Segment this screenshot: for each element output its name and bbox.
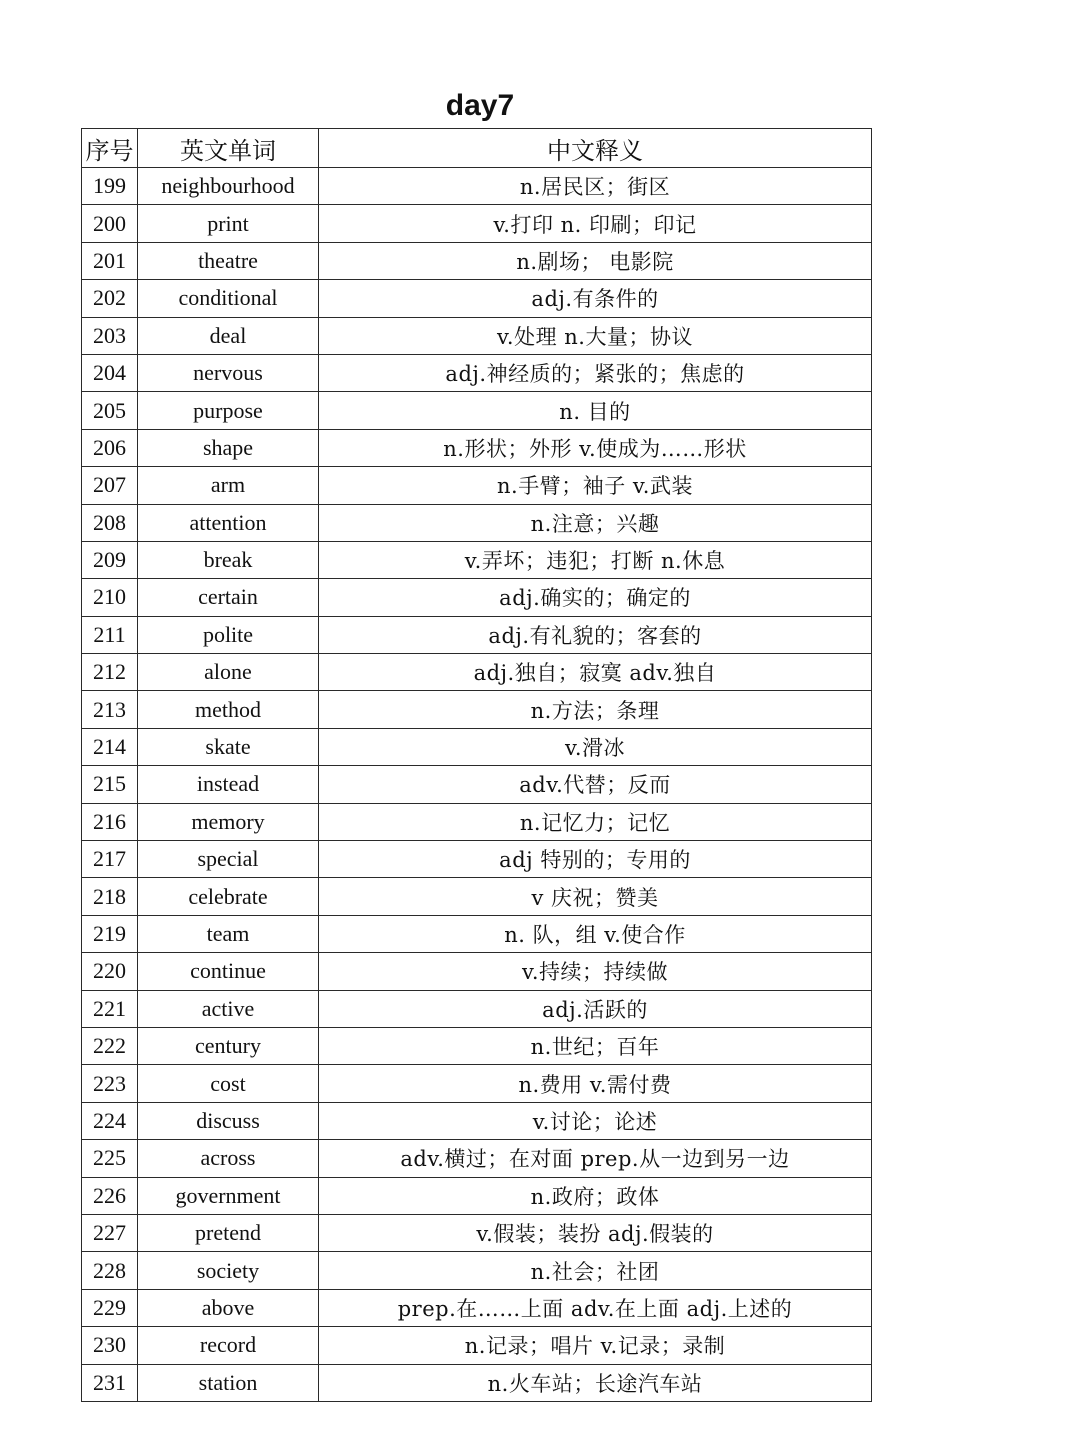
- chinese-definition: n.费用 v.需付费: [319, 1065, 872, 1102]
- row-number: 227: [82, 1214, 138, 1251]
- row-number: 228: [82, 1252, 138, 1289]
- chinese-definition: v.滑冰: [319, 728, 872, 765]
- table-row: [82, 766, 872, 803]
- table-row: [82, 616, 872, 653]
- table-row: [82, 1252, 872, 1289]
- english-word: alone: [138, 654, 319, 691]
- chinese-definition: n.记忆力；记忆: [319, 803, 872, 840]
- row-number: 220: [82, 953, 138, 990]
- row-number: 226: [82, 1177, 138, 1214]
- chinese-definition: n.世纪；百年: [319, 1027, 872, 1064]
- chinese-definition: v.持续；持续做: [319, 953, 872, 990]
- table-row: [82, 242, 872, 279]
- table-row: [82, 280, 872, 317]
- chinese-definition: adv.代替；反而: [319, 766, 872, 803]
- chinese-definition: v.处理 n.大量；协议: [319, 317, 872, 354]
- chinese-definition: adj.有礼貌的；客套的: [319, 616, 872, 653]
- table-row: [82, 467, 872, 504]
- english-word: theatre: [138, 242, 319, 279]
- table-body: [82, 168, 872, 1402]
- chinese-definition: n. 队，组 v.使合作: [319, 915, 872, 952]
- table-row: [82, 803, 872, 840]
- table-row: [82, 990, 872, 1027]
- row-number: 204: [82, 354, 138, 391]
- table-row: [82, 654, 872, 691]
- header-definition: 中文释义: [319, 129, 872, 168]
- row-number: 218: [82, 878, 138, 915]
- english-word: instead: [138, 766, 319, 803]
- header-row: [82, 129, 872, 168]
- chinese-definition: adj.确实的；确定的: [319, 579, 872, 616]
- english-word: discuss: [138, 1102, 319, 1139]
- table-row: [82, 841, 872, 878]
- row-number: 231: [82, 1364, 138, 1401]
- english-word: print: [138, 205, 319, 242]
- english-word: certain: [138, 579, 319, 616]
- chinese-definition: n.注意；兴趣: [319, 504, 872, 541]
- english-word: arm: [138, 467, 319, 504]
- row-number: 210: [82, 579, 138, 616]
- chinese-definition: adj.独自；寂寞 adv.独自: [319, 654, 872, 691]
- english-word: government: [138, 1177, 319, 1214]
- chinese-definition: prep.在……上面 adv.在上面 adj.上述的: [319, 1289, 872, 1326]
- english-word: attention: [138, 504, 319, 541]
- english-word: deal: [138, 317, 319, 354]
- row-number: 222: [82, 1027, 138, 1064]
- table-row: [82, 915, 872, 952]
- table-row: [82, 1177, 872, 1214]
- row-number: 202: [82, 280, 138, 317]
- chinese-definition: n.剧场； 电影院: [319, 242, 872, 279]
- table-row: [82, 728, 872, 765]
- english-word: method: [138, 691, 319, 728]
- table-header: [82, 129, 872, 168]
- chinese-definition: adj.有条件的: [319, 280, 872, 317]
- table-row: [82, 1289, 872, 1326]
- chinese-definition: v.假装；装扮 adj.假装的: [319, 1214, 872, 1251]
- header-number: 序号: [82, 129, 138, 168]
- chinese-definition: n.手臂；袖子 v.武装: [319, 467, 872, 504]
- row-number: 225: [82, 1140, 138, 1177]
- english-word: record: [138, 1327, 319, 1364]
- chinese-definition: adj.神经质的；紧张的；焦虑的: [319, 354, 872, 391]
- row-number: 217: [82, 841, 138, 878]
- table-row: [82, 1027, 872, 1064]
- row-number: 207: [82, 467, 138, 504]
- table-row: [82, 392, 872, 429]
- english-word: neighbourhood: [138, 168, 319, 205]
- english-word: nervous: [138, 354, 319, 391]
- vocabulary-table: [81, 128, 872, 1402]
- table-row: [82, 579, 872, 616]
- chinese-definition: v.打印 n. 印刷；印记: [319, 205, 872, 242]
- english-word: shape: [138, 429, 319, 466]
- english-word: cost: [138, 1065, 319, 1102]
- english-word: team: [138, 915, 319, 952]
- chinese-definition: n.形状；外形 v.使成为……形状: [319, 429, 872, 466]
- english-word: above: [138, 1289, 319, 1326]
- english-word: continue: [138, 953, 319, 990]
- english-word: society: [138, 1252, 319, 1289]
- row-number: 205: [82, 392, 138, 429]
- english-word: active: [138, 990, 319, 1027]
- row-number: 221: [82, 990, 138, 1027]
- chinese-definition: n.方法；条理: [319, 691, 872, 728]
- chinese-definition: v.弄坏；违犯；打断 n.休息: [319, 541, 872, 578]
- chinese-definition: v.讨论；论述: [319, 1102, 872, 1139]
- chinese-definition: n.火车站；长途汽车站: [319, 1364, 872, 1401]
- row-number: 200: [82, 205, 138, 242]
- row-number: 201: [82, 242, 138, 279]
- table-row: [82, 504, 872, 541]
- row-number: 203: [82, 317, 138, 354]
- row-number: 215: [82, 766, 138, 803]
- table-row: [82, 317, 872, 354]
- table-row: [82, 953, 872, 990]
- chinese-definition: n.社会；社团: [319, 1252, 872, 1289]
- table-row: [82, 878, 872, 915]
- chinese-definition: v 庆祝；赞美: [319, 878, 872, 915]
- english-word: purpose: [138, 392, 319, 429]
- chinese-definition: n.政府；政体: [319, 1177, 872, 1214]
- chinese-definition: n. 目的: [319, 392, 872, 429]
- row-number: 206: [82, 429, 138, 466]
- table-row: [82, 1065, 872, 1102]
- english-word: pretend: [138, 1214, 319, 1251]
- table-row: [82, 1140, 872, 1177]
- table-row: [82, 1214, 872, 1251]
- english-word: polite: [138, 616, 319, 653]
- table-row: [82, 429, 872, 466]
- chinese-definition: adv.横过；在对面 prep.从一边到另一边: [319, 1140, 872, 1177]
- row-number: 208: [82, 504, 138, 541]
- header-word: 英文单词: [138, 129, 319, 168]
- row-number: 209: [82, 541, 138, 578]
- english-word: skate: [138, 728, 319, 765]
- chinese-definition: adj.活跃的: [319, 990, 872, 1027]
- chinese-definition: n.居民区；街区: [319, 168, 872, 205]
- english-word: conditional: [138, 280, 319, 317]
- row-number: 229: [82, 1289, 138, 1326]
- table-row: [82, 1102, 872, 1139]
- row-number: 216: [82, 803, 138, 840]
- row-number: 230: [82, 1327, 138, 1364]
- english-word: across: [138, 1140, 319, 1177]
- row-number: 211: [82, 616, 138, 653]
- english-word: century: [138, 1027, 319, 1064]
- row-number: 214: [82, 728, 138, 765]
- row-number: 199: [82, 168, 138, 205]
- row-number: 223: [82, 1065, 138, 1102]
- table-row: [82, 354, 872, 391]
- english-word: break: [138, 541, 319, 578]
- english-word: station: [138, 1364, 319, 1401]
- row-number: 224: [82, 1102, 138, 1139]
- table-row: [82, 1327, 872, 1364]
- table-row: [82, 168, 872, 205]
- row-number: 212: [82, 654, 138, 691]
- chinese-definition: n.记录；唱片 v.记录；录制: [319, 1327, 872, 1364]
- table-row: [82, 541, 872, 578]
- table-row: [82, 205, 872, 242]
- english-word: special: [138, 841, 319, 878]
- page-title: day7: [445, 89, 515, 122]
- row-number: 219: [82, 915, 138, 952]
- english-word: memory: [138, 803, 319, 840]
- table-row: [82, 691, 872, 728]
- english-word: celebrate: [138, 878, 319, 915]
- table-row: [82, 1364, 872, 1401]
- row-number: 213: [82, 691, 138, 728]
- chinese-definition: adj 特别的；专用的: [319, 841, 872, 878]
